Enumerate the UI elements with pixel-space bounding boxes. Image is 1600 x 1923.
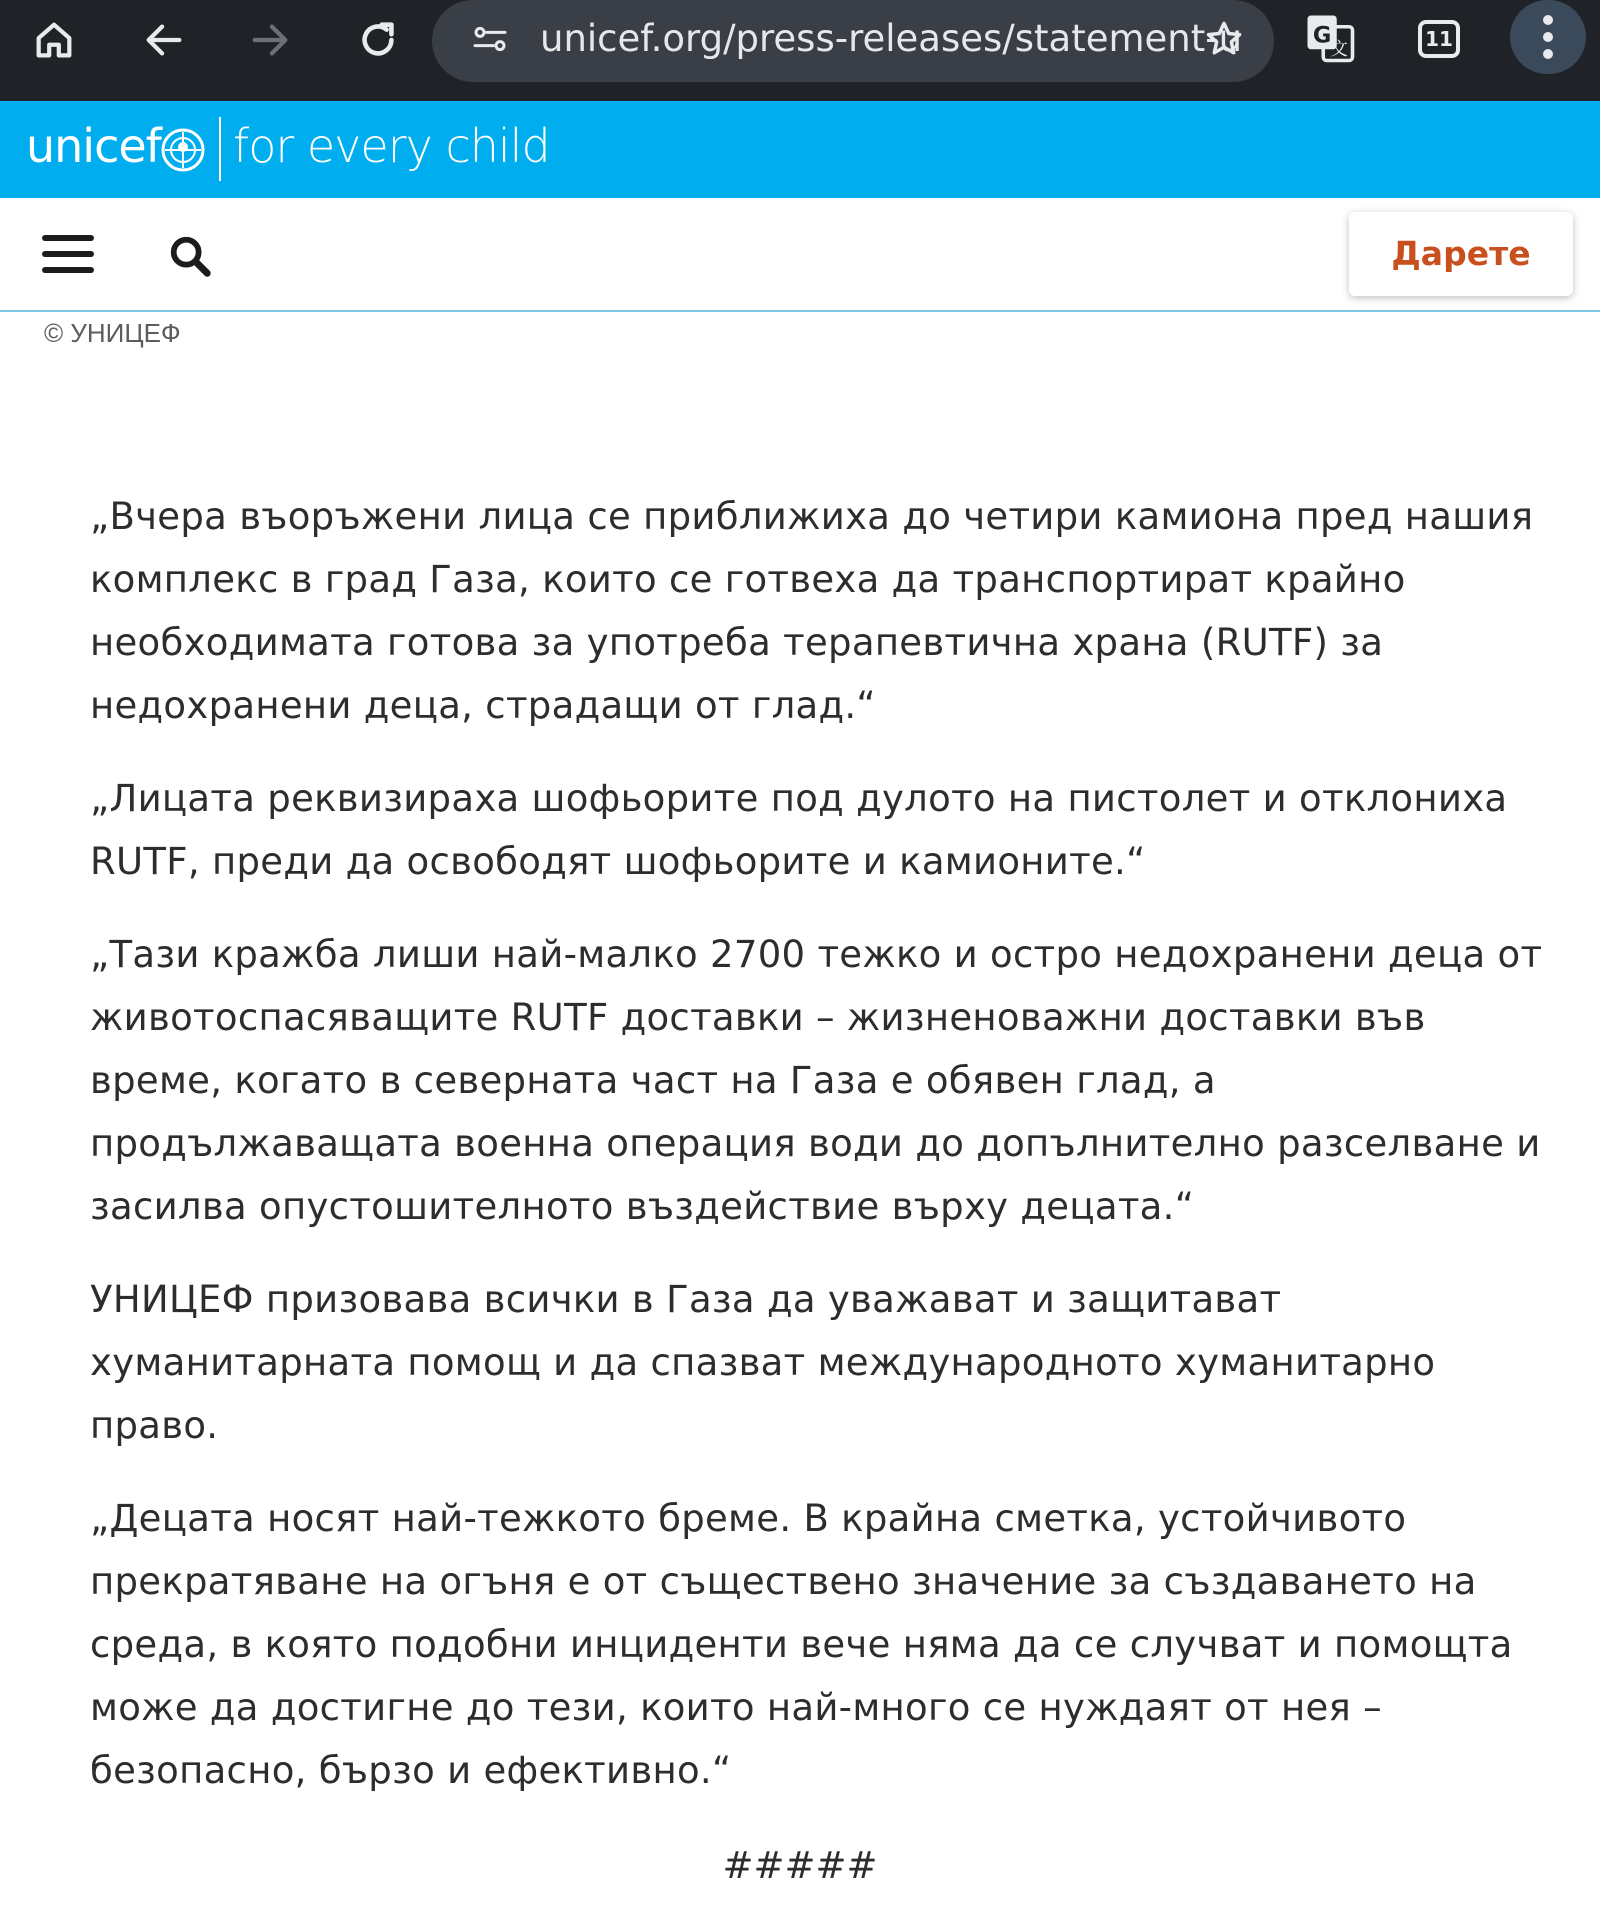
forward-arrow-icon xyxy=(238,10,302,70)
end-of-release-marks: ##### xyxy=(722,1844,878,1887)
article-paragraph: УНИЦЕФ призовава всички в Газа да уважават и защитават хуманитарната помощ и да спазват международното хуманитарно право. xyxy=(90,1278,1436,1447)
image-credit: © УНИЦЕФ xyxy=(44,318,181,348)
search-icon[interactable] xyxy=(160,226,220,286)
unicef-logo[interactable] xyxy=(0,101,210,198)
url-text[interactable]: unicef.org/press-releases/statement-u xyxy=(540,17,1243,60)
article-paragraph: „Децата носят най-тежкото бреме. В крайна сметка, устойчивото прекратяване на огъня е от съществено значение за създаването на среда, в която подобни инциденти вече няма да се случват и помощта може да достигне до тези, които най-много се нуждаят от нея – безопасно, бързо и ефективно.“ xyxy=(90,1497,1513,1792)
brand-banner xyxy=(0,101,1600,198)
svg-text:G: G xyxy=(1312,22,1332,49)
browser-toolbar xyxy=(0,0,1600,101)
brand-name: unicef xyxy=(26,119,161,173)
star-icon[interactable] xyxy=(1194,12,1254,66)
unicef-emblem-icon xyxy=(160,127,206,173)
site-settings-icon[interactable] xyxy=(460,12,520,66)
home-icon[interactable] xyxy=(22,10,86,70)
article-paragraph: „Лицата реквизираха шофьорите под дулото на пистолет и отклониха RUTF, преди да освободят шофьорите и камионите.“ xyxy=(90,777,1508,883)
svg-text:文: 文 xyxy=(1330,38,1348,60)
brand-tagline: for every child xyxy=(233,119,550,173)
article-body xyxy=(90,485,1560,1832)
donate-button[interactable]: Дарете xyxy=(1349,212,1573,296)
brand-divider xyxy=(219,117,221,181)
reload-icon[interactable] xyxy=(346,10,410,70)
site-nav xyxy=(0,198,1600,312)
address-bar[interactable] xyxy=(432,0,1274,82)
hamburger-menu-icon[interactable] xyxy=(36,224,100,284)
back-arrow-icon[interactable] xyxy=(132,10,196,70)
article-paragraph: „Тази кражба лиши най-малко 2700 тежко и остро недохранени деца от животоспасяващите RUTF доставки – жизненоважни доставки във време, когато в северната част на Газа е обявен глад, а продължаващата военна операция води до допълнително разселване и засилва опустошителното въздействие върху децата.“ xyxy=(90,933,1543,1228)
kebab-menu-icon[interactable] xyxy=(1510,0,1586,74)
tab-switcher-icon[interactable]: 11 xyxy=(1418,20,1460,58)
article-paragraph: „Вчера въоръжени лица се приближиха до четири камиона пред нашия комплекс в град Газа, които се готвеха да транспортират крайно необходимата готова за употреба терапевтична храна (RUTF) за недохранени деца, страдащи от глад.“ xyxy=(90,495,1534,727)
translate-icon[interactable] xyxy=(1300,8,1360,68)
